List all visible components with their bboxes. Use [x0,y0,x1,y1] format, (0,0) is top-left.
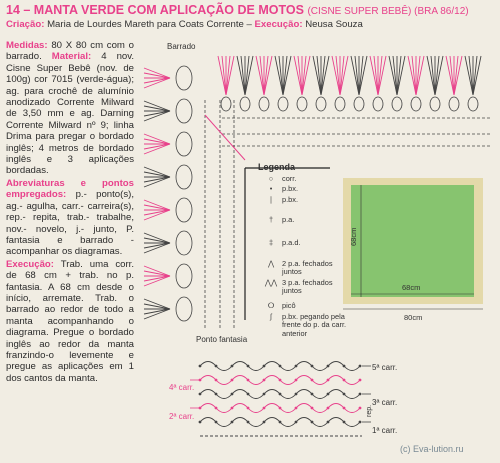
corner-diagonal [205,115,245,160]
stitch-node [359,421,362,424]
stitch-node [231,421,234,424]
stitch-node [199,365,202,368]
stitch-node [295,365,298,368]
fan-stitch [144,101,170,111]
stitch-node [327,393,330,396]
fan-stitch [144,276,170,286]
fan-stitch [427,56,435,95]
chain-loop [449,97,459,111]
chain-loop [468,97,478,111]
stitch-node [199,393,202,396]
fan-stitch [279,56,283,95]
stitch-node [231,365,234,368]
fan-stitch [264,56,272,95]
legend-item: ⋀ 2 p.a. fechados juntos [258,260,350,277]
stitch-node [231,393,234,396]
chain-loop [430,97,440,111]
row-label-4: 4ª carr. [169,383,195,392]
chain-loop [411,97,421,111]
stitch-node [359,365,362,368]
stitch-node [279,393,282,396]
stitch-node [327,407,330,410]
fan-stitch [283,56,287,95]
stitch-node [311,379,314,382]
legend-item: ⵔ picô [258,302,350,311]
creation-label: Criação: [6,19,45,30]
fan-stitch [321,56,329,95]
stitch-node [247,407,250,410]
material-label: Material: [51,51,92,63]
fan-stitch [144,243,170,248]
legend-item: ⋀⋀ 3 p.a. fechados juntos [264,277,333,296]
fan-stitch [435,56,439,95]
fan-stitch [144,172,170,177]
fan-stitch [144,139,170,144]
fan-stitch [351,56,359,95]
fan-stitch [245,56,249,95]
fan-stitch [144,266,170,276]
fan-stitch [264,56,268,95]
abbreviations-label: Abreviaturas e pontos empregados: [6,177,134,201]
repeat-label: rep. [366,404,373,417]
fan-stitch [408,56,416,95]
fan-stitch [144,177,170,182]
fan-stitch [313,56,321,95]
chain-loop [221,97,231,111]
fan-stitch [378,56,386,95]
stitch-node [311,421,314,424]
measures-value: 80 X 80 cm com o barrado. [6,40,134,63]
single-crochet-symbol-icon: ∣ [269,194,273,204]
stitch-node [263,393,266,396]
three-dc-together-symbol-icon: ⋀⋀ [264,277,278,287]
chain-loop [316,97,326,111]
fan-stitch [144,233,170,243]
row-label-1: 1ª carr. [372,426,398,435]
watermark: (c) Eva-lution.ru [400,444,464,454]
fan-stitch [393,56,397,95]
stitch-node [311,365,314,368]
fan-stitch [370,56,378,95]
stitch-node [359,379,362,382]
fan-stitch [144,134,170,144]
fan-stitch [256,56,264,95]
measures-label: Medidas: [6,40,48,51]
fan-stitch [446,56,454,95]
fan-stitch [336,56,340,95]
legend-item: ‡ p.a.d. [258,239,350,248]
fan-stitch [144,210,170,215]
fan-stitch [454,56,458,95]
stitch-node [247,379,250,382]
fan-stitch [378,56,382,95]
execution-label: Execução: [254,19,303,30]
stitch-node [311,393,314,396]
fan-stitch [435,56,443,95]
stitch-node [279,421,282,424]
fan-stitch [144,144,170,149]
chain-loop [176,66,192,90]
fan-stitch [294,56,302,95]
stitch-node [231,379,234,382]
fan-stitch [275,56,283,95]
chain-loop [176,231,192,255]
fan-stitch [473,56,477,95]
fan-stitch [332,56,340,95]
fan-stitch [144,238,170,243]
stitch-node [231,407,234,410]
title-subtitle: (CISNE SUPER BEBÊ) (BRA 86/12) [307,6,469,17]
fan-stitch [144,111,170,121]
creation-value: Maria de Lourdes Mareth para Coats Corrente – [47,19,252,30]
blanket-center [351,185,474,297]
stitch-node [327,379,330,382]
fan-stitch [226,56,230,95]
stitch-node [343,421,346,424]
fan-stitch [469,56,473,95]
fan-stitch [416,56,420,95]
fan-stitch [144,210,170,220]
fan-stitch [465,56,473,95]
execution-text-label: Execução: [6,258,54,270]
fan-stitch [321,56,325,95]
treble-crochet-symbol-icon: ‡ [268,237,274,247]
fan-stitch [412,56,416,95]
picot-symbol-icon: ⵔ [267,300,275,310]
stitch-node [263,407,266,410]
fan-stitch [340,56,348,95]
fan-stitch [218,56,226,95]
stitch-node [295,421,298,424]
chain-loop [176,297,192,321]
chain-loop [176,165,192,189]
chain-loop [240,97,250,111]
stitch-node [215,393,218,396]
fan-stitch [144,111,170,116]
chain-loop [335,97,345,111]
stitch-node [215,421,218,424]
chain-loop [297,97,307,111]
stitch-node [279,365,282,368]
front-post-symbol-icon: ʃ [270,311,272,321]
stitch-node [295,379,298,382]
fan-stitch [144,205,170,210]
fan-stitch [144,299,170,309]
stitch-node [327,365,330,368]
stitch-node [295,407,298,410]
title-text: 14 – MANTA VERDE COM APLICAÇÃO DE MOTOS [6,3,304,17]
fan-stitch [144,78,170,83]
fan-stitch [397,56,405,95]
fan-stitch [226,56,234,95]
stitch-node [247,421,250,424]
fan-stitch [237,56,245,95]
stitch-node [343,407,346,410]
fan-stitch [260,56,264,95]
fan-stitch [355,56,359,95]
fan-stitch [144,304,170,309]
fan-stitch [397,56,401,95]
fan-stitch [298,56,302,95]
fan-stitch [144,73,170,78]
fan-stitch [450,56,454,95]
execution-text-value: Trab. uma corr. de 68 cm + trab. no p. fantasia. A 68 cm desde o início, arremate. Trab. o barrado ao redor de todo a manta acompanhando o diagrama. Pregue o bordado inglês ao redor da manta franzindo-o levemente e pregue as aplicações em 1 dos cantos da manta. [6,258,134,384]
stitch-node [199,379,202,382]
stitch-node [343,393,346,396]
stitch-node [343,365,346,368]
two-dc-together-symbol-icon: ⋀ [267,258,275,268]
stitch-node [263,421,266,424]
legend-item: ∣ p.bx. [258,196,350,205]
fan-stitch [241,56,245,95]
fan-stitch [144,276,170,281]
chain-loop [373,97,383,111]
chain-loop [259,97,269,111]
fan-stitch [144,309,170,319]
stitch-node [359,393,362,396]
abbreviations-value: p.- ponto(s), ag.- agulha, carr.- carreira(s), rep.- repita, trab.- trabalhe, nov.- novelo, j.- junto, P. fantasia e barrado - acompanhar os diagramas. [6,189,134,258]
fan-stitch [144,144,170,154]
row-label-2: 2ª carr. [169,412,195,421]
fan-stitch [431,56,435,95]
fan-stitch [144,106,170,111]
chain-loop [392,97,402,111]
outer-width-label: 80cm [404,313,423,322]
chain-loop [176,264,192,288]
fan-stitch [374,56,378,95]
stitch-node [343,379,346,382]
fan-stitch [283,56,291,95]
stitch-node [263,379,266,382]
chain-loop [176,132,192,156]
stitch-node [295,393,298,396]
fan-stitch [317,56,321,95]
stitch-node [247,365,250,368]
chain-symbol-icon: ○ [268,173,274,183]
legend-item: ʃ p.bx. pegando pela frente do p. da carr. anterior [258,313,350,339]
chain-loop [176,99,192,123]
stitch-node [215,365,218,368]
fan-stitch [359,56,363,95]
legend [258,163,350,340]
stitch-node [359,407,362,410]
fan-stitch [245,56,253,95]
fan-stitch [389,56,397,95]
fan-stitch [144,200,170,210]
fan-stitch [473,56,481,95]
stitch-node [263,365,266,368]
fan-stitch [144,68,170,78]
fan-stitch [144,271,170,276]
inner-width-label: 68cm [402,283,421,292]
stitch-node [311,407,314,410]
legend-title: Legenda [258,162,296,172]
fan-stitch [454,56,462,95]
stitch-node [279,379,282,382]
legend-item: ○ corr. [258,175,350,184]
fan-stitch [222,56,226,95]
stitch-node [199,407,202,410]
stitch-node [279,407,282,410]
fan-stitch [302,56,310,95]
ponto-fantasia-label: Ponto fantasia [196,335,248,344]
inner-height-label: 68cm [349,227,358,246]
chain-loop [354,97,364,111]
stitch-node [215,407,218,410]
fan-stitch [340,56,344,95]
execution-value: Neusa Souza [305,19,363,30]
fan-stitch [359,56,367,95]
legend-item: • p.bx. [258,185,350,194]
slip-stitch-symbol-icon: • [269,184,273,194]
fan-stitch [144,309,170,314]
chain-loop [278,97,288,111]
fan-stitch [302,56,306,95]
stitch-node [247,393,250,396]
fan-stitch [144,78,170,88]
stitch-node [199,421,202,424]
stitch-node [327,421,330,424]
stitch-node [215,379,218,382]
barrado-label: Barrado [167,42,196,51]
legend-item: † p.a. [258,216,350,225]
row-label-3: 3ª carr. [372,398,398,407]
material-value: 4 nov. Cisne Super Bebê (nov. de 100g) cor 7015 (verde-água); ag. para crochê de alumínio anodizado Corrente Milward de 3,50 mm e ag. Darning Corrente Milward nº 9; linha Drima para pregar o bordado inglês; 4 metros de bordado inglês e 3 aplicações bordadas. [6,51,134,177]
row-label-5: 5ª carr. [372,363,398,372]
fan-stitch [144,167,170,177]
fan-stitch [144,243,170,253]
fan-stitch [416,56,424,95]
chain-loop [176,198,192,222]
fan-stitch [144,177,170,187]
double-crochet-symbol-icon: † [268,215,274,225]
